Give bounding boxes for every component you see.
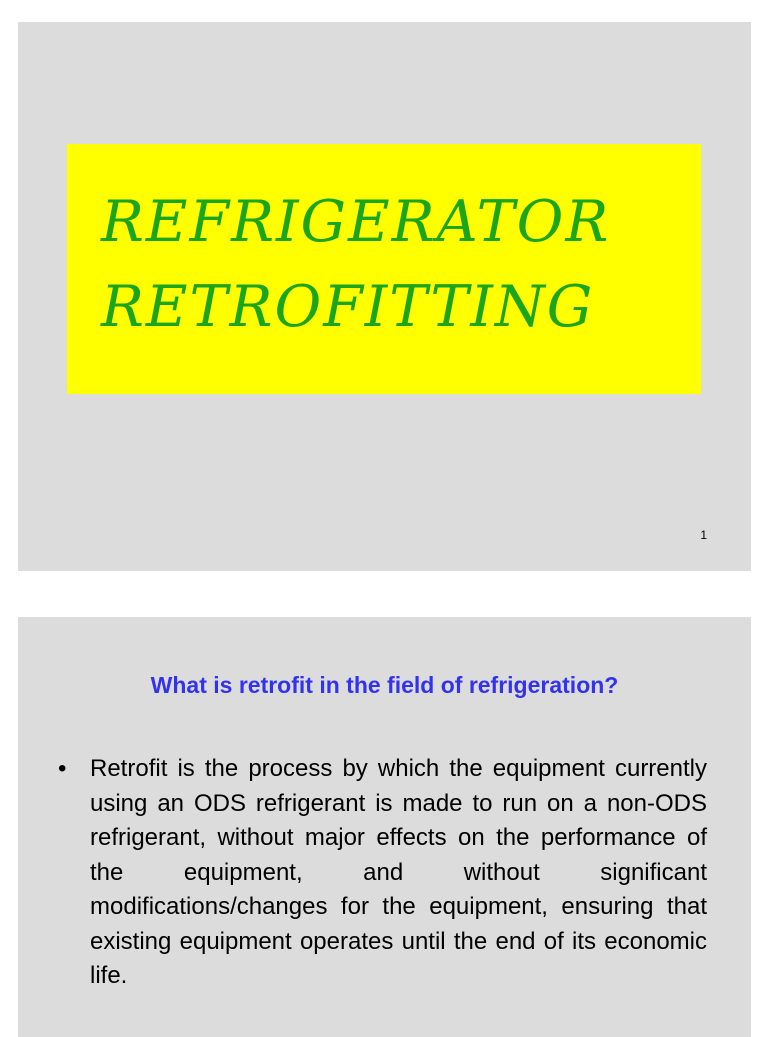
bullet-marker: • [58, 755, 67, 782]
title-line-2: RETROFITTING [101, 274, 595, 340]
title-line-1: REFRIGERATOR [101, 189, 611, 255]
title-box [67, 144, 701, 394]
slide-2 [18, 617, 751, 1037]
slide-heading: What is retrofit in the field of refrigeration? [150, 672, 619, 698]
page-number: 1 [700, 528, 707, 542]
slide-1 [18, 22, 751, 571]
bullet-text: Retrofit is the process by which the equipment currently using an ODS refrigerant is made to run on a non-ODS refrigerant, without major effects on the performance of the equipment, and without significant modifications/changes for the equipment, ensuring that existing equipment operates until the end of its economic life. [90, 755, 707, 989]
